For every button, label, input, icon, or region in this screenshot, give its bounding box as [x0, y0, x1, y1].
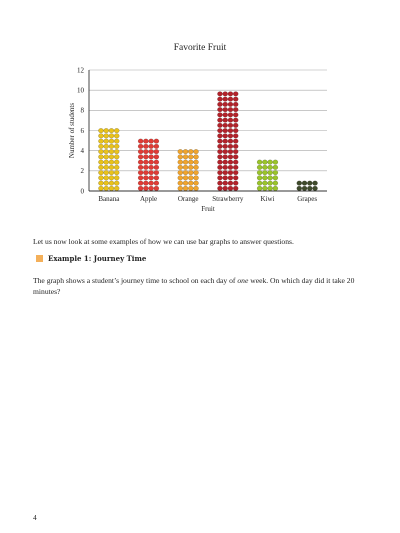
banana-icon — [104, 134, 109, 139]
strawberry-icon — [233, 139, 238, 144]
apple-icon — [154, 155, 159, 160]
kiwi-icon — [262, 181, 267, 186]
apple-icon — [149, 149, 154, 154]
kiwi-icon — [257, 165, 262, 170]
apple-icon — [138, 165, 143, 170]
orange-icon — [188, 170, 193, 175]
orange-icon — [183, 165, 188, 170]
strawberry-icon — [223, 149, 228, 154]
apple-icon — [143, 176, 148, 181]
apple-icon — [143, 144, 148, 149]
banana-icon — [98, 149, 103, 154]
apple-icon — [143, 149, 148, 154]
strawberry-icon — [228, 102, 233, 107]
orange-icon — [183, 149, 188, 154]
kiwi-icon — [268, 160, 273, 165]
grapes-icon — [302, 186, 307, 191]
x-tick-label: Orange — [177, 195, 199, 203]
y-tick-label: 2 — [80, 167, 84, 176]
banana-icon — [109, 155, 114, 160]
strawberry-icon — [228, 155, 233, 160]
strawberry-icon — [217, 97, 222, 102]
strawberry-icon — [217, 102, 222, 107]
strawberry-icon — [223, 92, 228, 97]
orange-icon — [178, 186, 183, 191]
banana-icon — [114, 170, 119, 175]
apple-icon — [149, 176, 154, 181]
strawberry-icon — [217, 181, 222, 186]
strawberry-icon — [223, 107, 228, 112]
strawberry-icon — [217, 118, 222, 123]
apple-icon — [149, 144, 154, 149]
orange-icon — [188, 181, 193, 186]
strawberry-icon — [233, 113, 238, 118]
kiwi-icon — [257, 160, 262, 165]
strawberry-icon — [217, 107, 222, 112]
strawberry-icon — [233, 92, 238, 97]
orange-icon — [178, 165, 183, 170]
kiwi-icon — [262, 160, 267, 165]
strawberry-icon — [228, 128, 233, 133]
banana-icon — [98, 165, 103, 170]
banana-icon — [98, 128, 103, 133]
strawberry-icon — [228, 107, 233, 112]
banana-icon — [109, 149, 114, 154]
orange-icon — [188, 176, 193, 181]
strawberry-icon — [223, 113, 228, 118]
orange-icon — [183, 186, 188, 191]
apple-icon — [138, 181, 143, 186]
banana-icon — [109, 160, 114, 165]
orange-icon — [183, 170, 188, 175]
strawberry-icon — [233, 155, 238, 160]
apple-icon — [154, 186, 159, 191]
grapes-icon — [302, 181, 307, 186]
kiwi-icon — [262, 170, 267, 175]
apple-icon — [138, 155, 143, 160]
strawberry-icon — [217, 113, 222, 118]
fruit-bar-chart — [0, 0, 400, 230]
strawberry-icon — [217, 170, 222, 175]
kiwi-icon — [273, 160, 278, 165]
banana-icon — [98, 134, 103, 139]
apple-icon — [143, 165, 148, 170]
orange-icon — [183, 181, 188, 186]
orange-icon — [194, 165, 199, 170]
apple-icon — [154, 139, 159, 144]
strawberry-icon — [228, 92, 233, 97]
strawberry-icon — [228, 186, 233, 191]
orange-icon — [194, 149, 199, 154]
strawberry-icon — [217, 186, 222, 191]
banana-icon — [104, 176, 109, 181]
banana-icon — [104, 149, 109, 154]
banana-icon — [104, 144, 109, 149]
banana-icon — [98, 160, 103, 165]
orange-icon — [188, 155, 193, 160]
strawberry-icon — [223, 102, 228, 107]
strawberry-icon — [223, 170, 228, 175]
strawberry-icon — [223, 176, 228, 181]
strawberry-icon — [228, 149, 233, 154]
kiwi-icon — [268, 165, 273, 170]
strawberry-icon — [223, 139, 228, 144]
orange-icon — [178, 170, 183, 175]
orange-icon — [183, 155, 188, 160]
apple-icon — [149, 139, 154, 144]
x-tick-label: Strawberry — [212, 195, 244, 203]
strawberry-icon — [223, 165, 228, 170]
strawberry-icon — [228, 97, 233, 102]
apple-icon — [149, 155, 154, 160]
banana-icon — [109, 186, 114, 191]
banana-icon — [98, 139, 103, 144]
orange-icon — [183, 160, 188, 165]
apple-icon — [143, 186, 148, 191]
banana-icon — [104, 155, 109, 160]
apple-icon — [149, 186, 154, 191]
strawberry-icon — [233, 123, 238, 128]
banana-icon — [98, 170, 103, 175]
banana-icon — [114, 186, 119, 191]
strawberry-icon — [233, 97, 238, 102]
banana-icon — [114, 160, 119, 165]
question-text-start: The graph shows a student’s journey time to school on each day of — [33, 276, 238, 285]
strawberry-icon — [228, 160, 233, 165]
bar-orange — [178, 149, 199, 190]
banana-icon — [114, 139, 119, 144]
banana-icon — [98, 155, 103, 160]
strawberry-icon — [233, 160, 238, 165]
y-tick-label: 6 — [80, 126, 84, 135]
orange-icon — [183, 176, 188, 181]
grapes-icon — [313, 181, 318, 186]
orange-icon — [188, 165, 193, 170]
strawberry-icon — [233, 170, 238, 175]
kiwi-icon — [273, 181, 278, 186]
strawberry-icon — [217, 134, 222, 139]
strawberry-icon — [223, 128, 228, 133]
kiwi-icon — [268, 170, 273, 175]
banana-icon — [114, 128, 119, 133]
apple-icon — [154, 144, 159, 149]
apple-icon — [138, 149, 143, 154]
strawberry-icon — [217, 144, 222, 149]
strawberry-icon — [233, 102, 238, 107]
orange-icon — [194, 160, 199, 165]
banana-icon — [109, 139, 114, 144]
example-heading — [36, 254, 146, 263]
y-tick-label: 0 — [80, 187, 84, 196]
y-tick-label: 8 — [80, 106, 84, 115]
banana-icon — [104, 165, 109, 170]
banana-icon — [114, 165, 119, 170]
strawberry-icon — [233, 118, 238, 123]
kiwi-icon — [268, 176, 273, 181]
strawberry-icon — [228, 123, 233, 128]
banana-icon — [98, 176, 103, 181]
orange-icon — [178, 155, 183, 160]
x-tick-label: Apple — [139, 195, 158, 203]
strawberry-icon — [217, 176, 222, 181]
strawberry-icon — [228, 176, 233, 181]
strawberry-icon — [223, 118, 228, 123]
question-emphasis: one — [237, 276, 249, 285]
banana-icon — [109, 134, 114, 139]
apple-icon — [138, 160, 143, 165]
strawberry-icon — [233, 128, 238, 133]
question-text-end: week. On which day did it take 20 minutes? — [33, 276, 355, 296]
strawberry-icon — [217, 160, 222, 165]
banana-icon — [98, 144, 103, 149]
banana-icon — [114, 181, 119, 186]
example-title: Example 1: Journey Time — [48, 254, 147, 263]
banana-icon — [114, 155, 119, 160]
banana-icon — [109, 181, 114, 186]
kiwi-icon — [268, 181, 273, 186]
strawberry-icon — [228, 165, 233, 170]
strawberry-icon — [228, 118, 233, 123]
orange-icon — [178, 160, 183, 165]
banana-icon — [104, 160, 109, 165]
strawberry-icon — [228, 113, 233, 118]
strawberry-icon — [233, 186, 238, 191]
kiwi-icon — [262, 165, 267, 170]
strawberry-icon — [233, 176, 238, 181]
grapes-icon — [307, 181, 312, 186]
banana-icon — [109, 128, 114, 133]
y-tick-label: 4 — [80, 147, 84, 156]
orange-icon — [188, 186, 193, 191]
strawberry-icon — [217, 155, 222, 160]
strawberry-icon — [233, 149, 238, 154]
kiwi-icon — [273, 170, 278, 175]
question-paragraph — [33, 275, 373, 297]
bar-strawberry — [217, 92, 238, 191]
banana-icon — [98, 186, 103, 191]
banana-icon — [104, 128, 109, 133]
orange-icon — [194, 155, 199, 160]
orange-icon — [194, 176, 199, 181]
y-tick-label: 12 — [77, 66, 84, 75]
orange-icon — [194, 186, 199, 191]
apple-icon — [149, 165, 154, 170]
grapes-icon — [313, 186, 318, 191]
orange-icon — [178, 176, 183, 181]
kiwi-icon — [273, 176, 278, 181]
strawberry-icon — [223, 144, 228, 149]
orange-icon — [178, 181, 183, 186]
strawberry-icon — [223, 97, 228, 102]
orange-icon — [194, 181, 199, 186]
banana-icon — [114, 144, 119, 149]
strawberry-icon — [233, 107, 238, 112]
kiwi-icon — [273, 165, 278, 170]
banana-icon — [114, 149, 119, 154]
apple-icon — [138, 176, 143, 181]
strawberry-icon — [217, 149, 222, 154]
x-axis-title: Fruit — [201, 205, 215, 213]
grapes-icon — [297, 186, 302, 191]
strawberry-icon — [228, 144, 233, 149]
orange-icon — [178, 149, 183, 154]
apple-icon — [143, 160, 148, 165]
banana-icon — [104, 181, 109, 186]
bar-grapes — [297, 181, 318, 191]
x-tick-label: Kiwi — [260, 195, 275, 203]
banana-icon — [104, 170, 109, 175]
kiwi-icon — [262, 186, 267, 191]
x-tick-label: Banana — [98, 195, 120, 203]
apple-icon — [143, 181, 148, 186]
apple-icon — [138, 139, 143, 144]
example-marker-icon — [36, 255, 43, 262]
strawberry-icon — [217, 165, 222, 170]
strawberry-icon — [223, 123, 228, 128]
y-tick-label: 10 — [77, 86, 84, 95]
y-axis-title: Number of students — [68, 102, 76, 159]
strawberry-icon — [233, 144, 238, 149]
banana-icon — [109, 165, 114, 170]
kiwi-icon — [257, 170, 262, 175]
banana-icon — [109, 144, 114, 149]
apple-icon — [154, 160, 159, 165]
banana-icon — [98, 181, 103, 186]
apple-icon — [143, 170, 148, 175]
strawberry-icon — [217, 128, 222, 133]
orange-icon — [194, 170, 199, 175]
grapes-icon — [307, 186, 312, 191]
strawberry-icon — [228, 181, 233, 186]
kiwi-icon — [273, 186, 278, 191]
strawberry-icon — [233, 134, 238, 139]
banana-icon — [114, 134, 119, 139]
x-tick-label: Grapes — [297, 195, 318, 203]
banana-icon — [114, 176, 119, 181]
strawberry-icon — [223, 160, 228, 165]
banana-icon — [104, 139, 109, 144]
strawberry-icon — [228, 170, 233, 175]
apple-icon — [138, 170, 143, 175]
strawberry-icon — [223, 155, 228, 160]
strawberry-icon — [223, 181, 228, 186]
strawberry-icon — [233, 165, 238, 170]
banana-icon — [104, 186, 109, 191]
banana-icon — [109, 170, 114, 175]
strawberry-icon — [217, 92, 222, 97]
strawberry-icon — [217, 139, 222, 144]
bar-banana — [98, 128, 119, 190]
grapes-icon — [297, 181, 302, 186]
bar-apple — [138, 139, 159, 191]
bar-kiwi — [257, 160, 278, 191]
apple-icon — [154, 165, 159, 170]
apple-icon — [143, 139, 148, 144]
apple-icon — [154, 181, 159, 186]
apple-icon — [149, 181, 154, 186]
kiwi-icon — [257, 186, 262, 191]
strawberry-icon — [233, 181, 238, 186]
strawberry-icon — [223, 134, 228, 139]
kiwi-icon — [257, 176, 262, 181]
apple-icon — [143, 155, 148, 160]
apple-icon — [154, 176, 159, 181]
strawberry-icon — [228, 134, 233, 139]
strawberry-icon — [217, 123, 222, 128]
apple-icon — [138, 144, 143, 149]
orange-icon — [188, 160, 193, 165]
strawberry-icon — [228, 139, 233, 144]
orange-icon — [188, 149, 193, 154]
apple-icon — [138, 186, 143, 191]
apple-icon — [149, 160, 154, 165]
kiwi-icon — [268, 186, 273, 191]
apple-icon — [154, 170, 159, 175]
apple-icon — [149, 170, 154, 175]
kiwi-icon — [262, 176, 267, 181]
banana-icon — [109, 176, 114, 181]
intro-paragraph: Let us now look at some examples of how we can use bar graphs to answer questions. — [33, 237, 294, 246]
chart-title: Favorite Fruit — [173, 43, 227, 53]
kiwi-icon — [257, 181, 262, 186]
apple-icon — [154, 149, 159, 154]
page-number: 4 — [33, 513, 37, 522]
strawberry-icon — [223, 186, 228, 191]
